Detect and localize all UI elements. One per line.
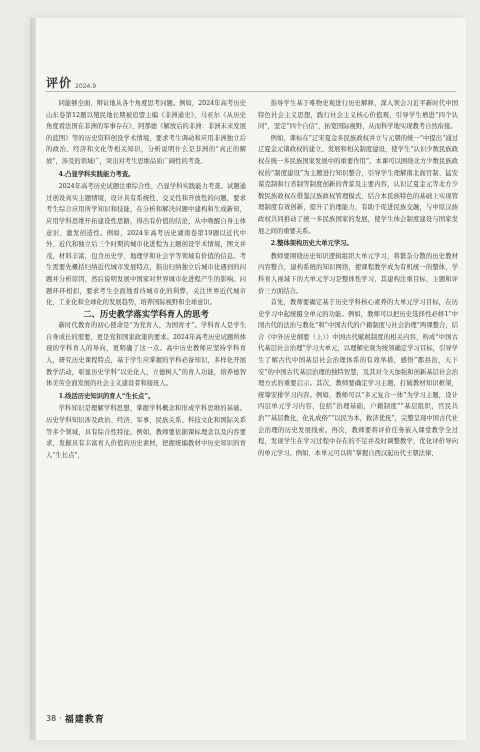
paragraph: 2024年高考历史试题注重综合性，凸显学科实践能力考查。试题通过创设真实主题情境，设计具有系统性、交叉性和开放性的问题，要求考生综合应用所学知识和技能，在分析和解决问题中建构和生成新知，应用学科思维开拓建设性思路，得出有价值的结论，从中唤醒自身主体意识、激发创造性。例如，2024年高考历史湖南卷第19题以近代中外、近代和独立后三个时期的城市化进程为主题创设学术情境，图文并茂，材料丰富，包含历史学、地理学和社会学等领域有价值的信息。考生需要先概括归纳近代城市发展特点，指出归纳独立后城市化遇到的问题并分析原因，然后说明发展中国家对世界城市化进程产生的影响。问题环环相扣，要求考生全面地看待城市化的利弊，关注世界近代城市化、工业化和全球化的发展趋势，培养国际视野和全球意识。: [46, 183, 246, 307]
page-number: 38: [46, 714, 57, 723]
header-divider: [46, 91, 456, 92]
page-footer: [46, 712, 105, 725]
subheading: 4.凸显学科实践能力考查。: [58, 170, 135, 178]
footer-separator: ·: [59, 714, 62, 723]
left-column: [46, 98, 246, 461]
paragraph: 例如，课标在“辽宋夏金多民族政权并立与元朝的统一”中提出“通过辽夏金元诸政权的建立、发展和相关制度建设，使学生“认识少数民族政权在统一多民族国家发展中的重要作用”。本课可以围绕北方少数民族政权的“制度建设”为主题进行知识整合，引导学生理解南北面官制、猛安谋克制和行省制等制度创新的背景及主要内容，认识辽夏金元等北方少数民族政权在借鉴汉族政权管理模式、结合本民族特色的基础上实现管理制度有效创新，提升了治理能力，有助于促进民族交融，与中原汉族政权共同推动了统一多民族国家的发展，使学生体会制度建设与国家发展之间的重要关系。: [258, 134, 458, 235]
paragraph: 教师要围绕历史知识逻辑组织大单元学习，将繁杂分散的历史教材内容整合，建构系统的知识网络，使课程教学成为有机统一的整体，学科育人视域下的大单元学习是整体性学习，其建构注重目标、主题和评价三方面结合。: [258, 252, 458, 295]
right-column: [258, 98, 458, 459]
section-heading: 二、历史教学落实学科育人的思考: [83, 308, 209, 319]
page-header: [46, 74, 96, 91]
paragraph: 学科知识是理解学科思想、掌握学科概念和形成学科思维的基础。历史学科知识涉及政治、经济、军事、民族关系、科技文化和国际关系等多个领域，具有综合性特征。例如，教师要依据课标理念以及内容要求，发掘具有丰富育人价值的历史素材，把握统编教材中历史知识的育人“生长点”，: [46, 405, 246, 459]
paragraph: 同能够全面、辩证地从各个角度思考问题。例如，2024年高考历史山东卷第12题以殖民地长期被追盟主编《非洲通史》、马亚尔《从历史角度看法国在非洲的军事存在》、阿那德《解放后的非洲：非洲未来发展的蓝图》等的历史资料创设学术情境，要求考生调动和应用非洲独立后的政治、经济和文化等相关知识，分析说明什么是非洲的“真正的解放”，涉及的领域广，突出对考生思维品质广阔性的考查。: [46, 100, 246, 165]
subheading: 1.线活历史知识的育人“生长点”。: [58, 392, 155, 400]
magazine-name: 福建教育: [64, 715, 105, 725]
column-title: 评价: [46, 76, 73, 90]
paragraph: 指导学生基于唯物史观进行历史解释，深入领会习近平新时代中国特色社会主义思想，践行社会主义核心价值观，引导学生增进“四个认同”，坚定“四个自信”，拓宽国际视野，从而科学地实现教考自然衔接。: [258, 100, 458, 131]
paragraph: 首先，教师要确定基于历史学科核心素养的大单元学习目标，在历史学习中起统摄全单元的功能。例如，教师可以把历史选择性必修1“中国古代的法治与教化”和“中国古代的户籍制度与社会治理”两课整合，结合《中外历史纲要（上）》中国古代赋税制度的相关内容，构成“中国古代基层社会治理”学习大单元，以理解史观为统领确定学习目标，引导学生了解古代中国基层社会治理体系的有效举措，感悟“郡县治，天下安”的中国古代基层治理的独特智慧，及其对今天加强和创新基层社会治理方式的重要启示。其次，教师要确定学习主题，打破教材知识框架，统筹安排学习内容。例如，教师可以“多元复合一体”为学习主题，设计四层单元学习内容，包括“治理基础，户籍制度”“基层组织，官民共治”“基层教化，化礼成俗”“以民为本，救济优抚”，完整呈现中国古代社会治理的历史发展线索。再次，教师要将评价任务嵌入课堂教学全过程，发现学生在学习过程中存在的不足并及时调整教学，优化评价导向的单元学习。例如，本单元可以将“掌握自西汉起历代王朝法律、: [258, 299, 458, 457]
subheading: 2.整体架构历史大单元学习。: [270, 240, 353, 248]
paragraph: 新时代教育的初心使命是“为党育人，为国育才”。学科育人是学生自身成长的需要，更是党和国家政策的要求。2024年高考历史试题所体现的学科育人的导向，更明确了这一点。高中历史教师应坚持学科育人，研究历史课程特点，基于学生应掌握的学科必备知识，多样化开展教学活动，彰显历史学科“以史化人，立德树人”的育人功能，培养德智体美劳全面发展的社会主义建设者和接班人。: [46, 322, 246, 388]
issue-date: 2024.9: [75, 83, 97, 90]
